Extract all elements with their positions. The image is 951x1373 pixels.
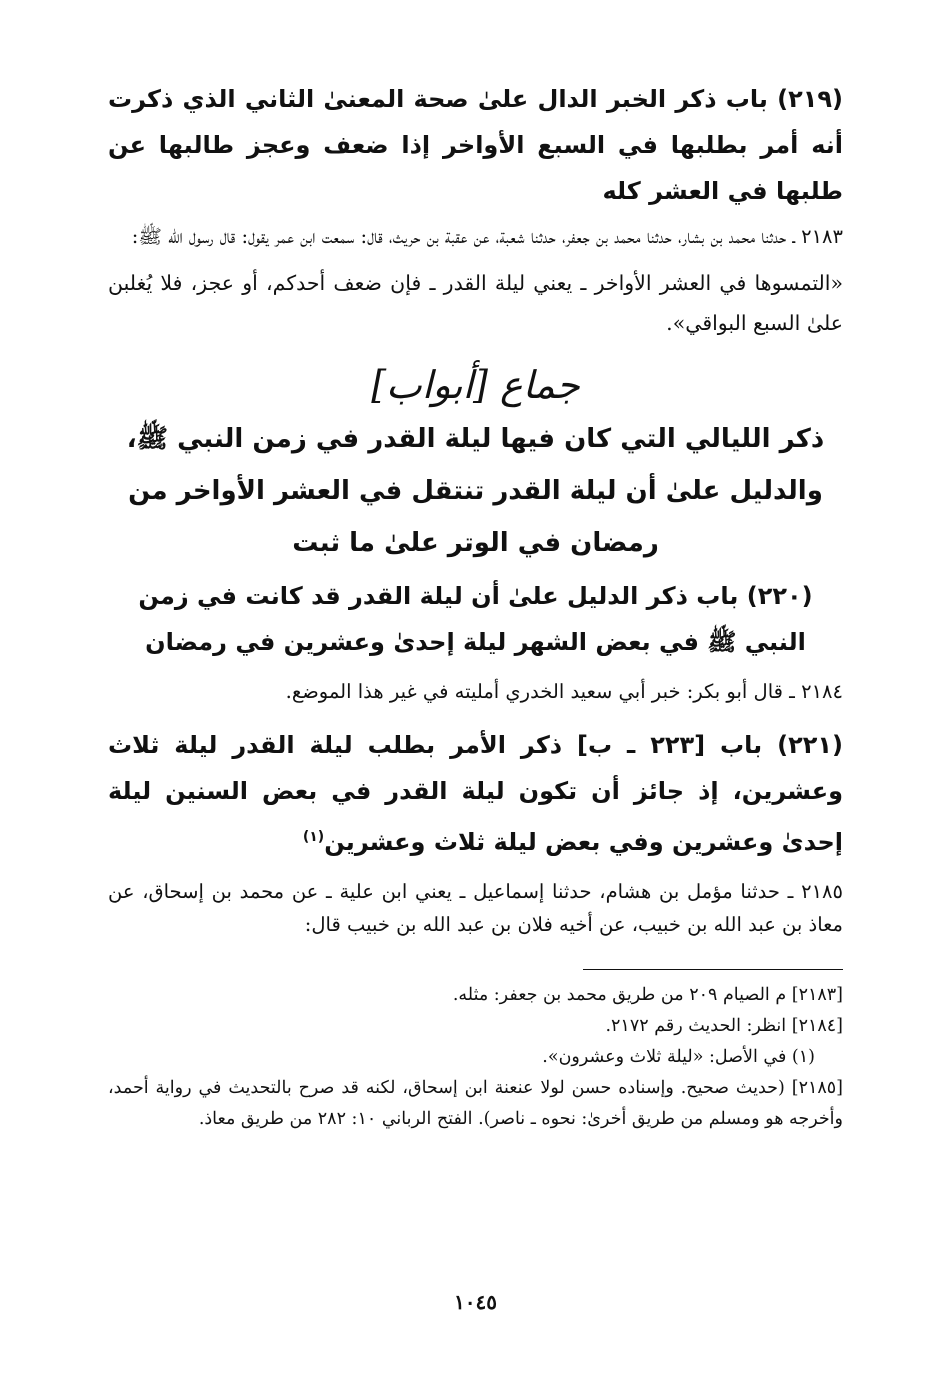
footnote-2185: [٢١٨٥] (حديث صحيح. وإسناده حسن لولا عنعنة ابن إسحاق، لكنه قد صرح بالتحديث في رواية أحمد، وأخرجه هو ومسلم من طريق أخرىٰ: نحوه ـ ناصر). الفتح الرباني ١٠: ٢٨٢ من طريق معاذ. bbox=[108, 1078, 843, 1129]
footnote-2184: [٢١٨٤] انظر: الحديث رقم ٢١٧٢. bbox=[605, 1016, 843, 1036]
page-number: ١٠٤٥ bbox=[454, 1290, 497, 1314]
hadith-2185-isnad: ٢١٨٥ ـ حدثنا مؤمل بن هشام، حدثنا إسماعيل ـ يعني ابن علية ـ عن محمد بن إسحاق، عن معاذ بن عبد الله بن خبيب، عن أخيه فلان بن عبد الله بن خبيب قال: bbox=[108, 880, 843, 936]
footnote-2183: [٢١٨٣] م الصيام ٢٠٩ من طريق محمد بن جعفر: مثله. bbox=[452, 985, 843, 1005]
chapter-heading-221 bbox=[108, 722, 843, 865]
hadith-2183-isnad: ٢١٨٣ ـ حدثنا محمد بن بشار، حدثنا محمد بن جعفر، حدثنا شعبة، عن عقبة بن حريث، قال: سمعت ابن عمر يقول: قال رسول الله ﷺ: bbox=[131, 225, 843, 248]
jimaa-abwab-label: جماع [أبواب] bbox=[371, 363, 580, 407]
chapter-heading-220: (٢٢٠) باب ذكر الدليل علىٰ أن ليلة القدر قد كانت في زمن النبي ﷺ في بعض الشهر ليلة إحدىٰ وعشرين في رمضان bbox=[138, 582, 813, 656]
chapter-heading-221-text: (٢٢١) باب [٢٢٣ ـ ب] ذكر الأمر بطلب ليلة القدر ليلة ثلاث وعشرين، إذ جائز أن تكون ليلة القدر في بعض السنين ليلة إحدىٰ وعشرين وفي بعض ليلة ثلاث وعشرين bbox=[108, 731, 843, 856]
footnote-1: (١) في الأصل: «ليلة ثلاث وعشرون». bbox=[542, 1047, 815, 1067]
hadith-2183-matn: «التمسوها في العشر الأواخر ـ يعني ليلة القدر ـ فإن ضعف أحدكم، أو عجز، فلا يُغلبن علىٰ السبع البواقي». bbox=[108, 271, 843, 335]
chapter-heading-219: (٢١٩) باب ذكر الخبر الدال علىٰ صحة المعنىٰ الثاني الذي ذكرت أنه أمر بطلبها في السبع الأواخر إذا ضعف وعجز طالبها عن طلبها في العشر كله bbox=[108, 85, 843, 205]
jimaa-title: ذكر الليالي التي كان فيها ليلة القدر في زمن النبي ﷺ، والدليل علىٰ أن ليلة القدر تنتقل في العشر الأواخر من رمضان في الوتر علىٰ ما ثبت bbox=[126, 424, 825, 558]
spacer bbox=[108, 708, 843, 722]
footnote-divider bbox=[583, 969, 843, 970]
footnote-marker: (١) bbox=[302, 829, 325, 845]
hadith-2184: ٢١٨٤ ـ قال أبو بكر: خبر أبي سعيد الخدري أمليته في غير هذا الموضع. bbox=[285, 680, 843, 703]
